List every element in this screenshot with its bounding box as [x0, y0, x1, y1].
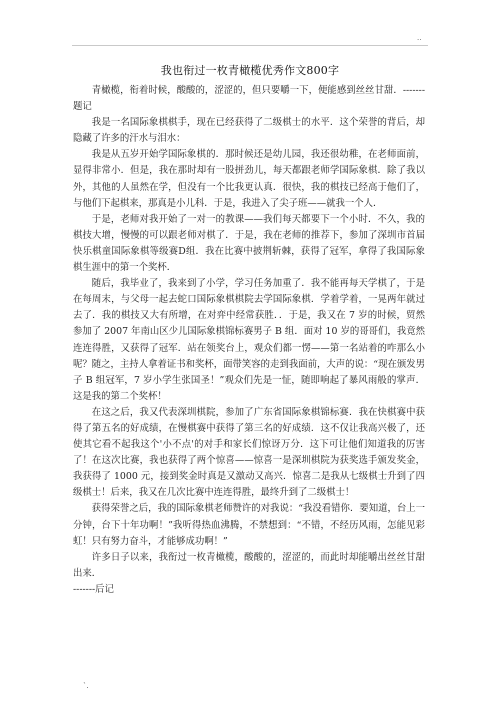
paragraph: 我是一名国际象棋棋手，现在已经获得了二级棋士的水平．这个荣誉的背后，却隐藏了许多的汗水与泪水：: [73, 117, 425, 145]
paragraph-epigraph: 青橄榄，衔着时候，酸酸的，涩涩的，但只要嚼一下，便能感到丝丝甘甜．-------题记: [73, 85, 425, 113]
header-rule: [72, 45, 428, 46]
article-body: [73, 83, 425, 598]
paragraph: 许多日子以来，我衔过一枚青橄榄，酸酸的，涩涩的，而此时却能嚼出丝丝甘甜出来．: [73, 551, 425, 579]
paragraph: 于是，老师对我开始了一对一的教课——我们每天都要下一个小时．不久，我的棋技大增，慢慢的可以跟老师对棋了．于是，我在老师的推荐下，参加了深圳市首届快乐棋童国际象棋等级赛D组．我在比赛中披荆斩棘，获得了冠军，拿得了我国际象棋生涯中的第一个奖杯．: [73, 213, 425, 274]
paragraph: 随后，我毕业了，我来到了小学，学习任务加重了．我不能再每天学棋了，于是在每周末，与父母一起去蛇口国际象棋棋院去学国际象棋．学着学着，一晃两年就过去了．我的棋技又大有所增，在对弈中经常获胜．．于是，我又在 7 岁的时候，贸然参加了 2007 年南山区少儿国际象棋锦标赛男子 B 组．面对 10 岁的哥哥们，我竟然连连得胜，又获得了冠军．站在领奖台上，观众们都一愣——第一名站着的咋那么小呢？随之，主持人拿着证书和奖杯，面带笑容的走到我面前，大声的说：“现在颁发男子 B 组冠军，7 岁小学生张国圣！”观众们先是一怔，随即响起了暴风雨般的掌声．这是我的第二个奖杯！: [73, 278, 425, 402]
paragraph-postscript: -------后记: [73, 583, 114, 595]
page-title: 我也衔过一枚青橄榄优秀作文800字: [160, 64, 340, 77]
paragraph: 我是从五岁开始学国际象棋的．那时候还是幼儿园，我还很幼稚，在老师面前，显得非常小．但是，我在那时却有一股拼劲儿，每天都跟老师学国际象棋．除了我以外，其他的人虽然在学，但没有一个比我更认真．很快，我的棋技已经高于他们了，与他们下起棋来，那真是小儿科．于是，我进入了尖子班——就我一个人．: [73, 149, 425, 209]
footer-mark: `.: [83, 682, 89, 690]
header-mark: ..: [417, 34, 422, 42]
paragraph: 获得荣誉之后，我的国际象棋老师赞许的对我说：“我没看错你．要知道，台上一分钟，台下十年功啊！”我听得热血沸腾，不禁想到：“不错，不经历风雨，怎能见彩虹！只有努力奋斗，才能够成功啊！”: [73, 503, 425, 547]
paragraph: 在这之后，我又代表深圳棋院，参加了广东省国际象棋锦标赛．我在快棋赛中获得了第五名的好成绩，在慢棋赛中获得了第三名的好成绩．这不仅让我高兴极了，还使其它看不起我这个'小不点'的对手和家长们惊讶万分．这下可让他们知道我的厉害了！在这次比赛，我也获得了两个惊喜——惊喜一是深圳棋院为获奖选手颁发奖金，我获得了 1000 元，接到奖金时真是又激动又高兴．惊喜二是我从七级棋士升到了四级棋士！后来，我又在几次比赛中连连得胜，最终升到了二级棋士！: [73, 406, 425, 499]
